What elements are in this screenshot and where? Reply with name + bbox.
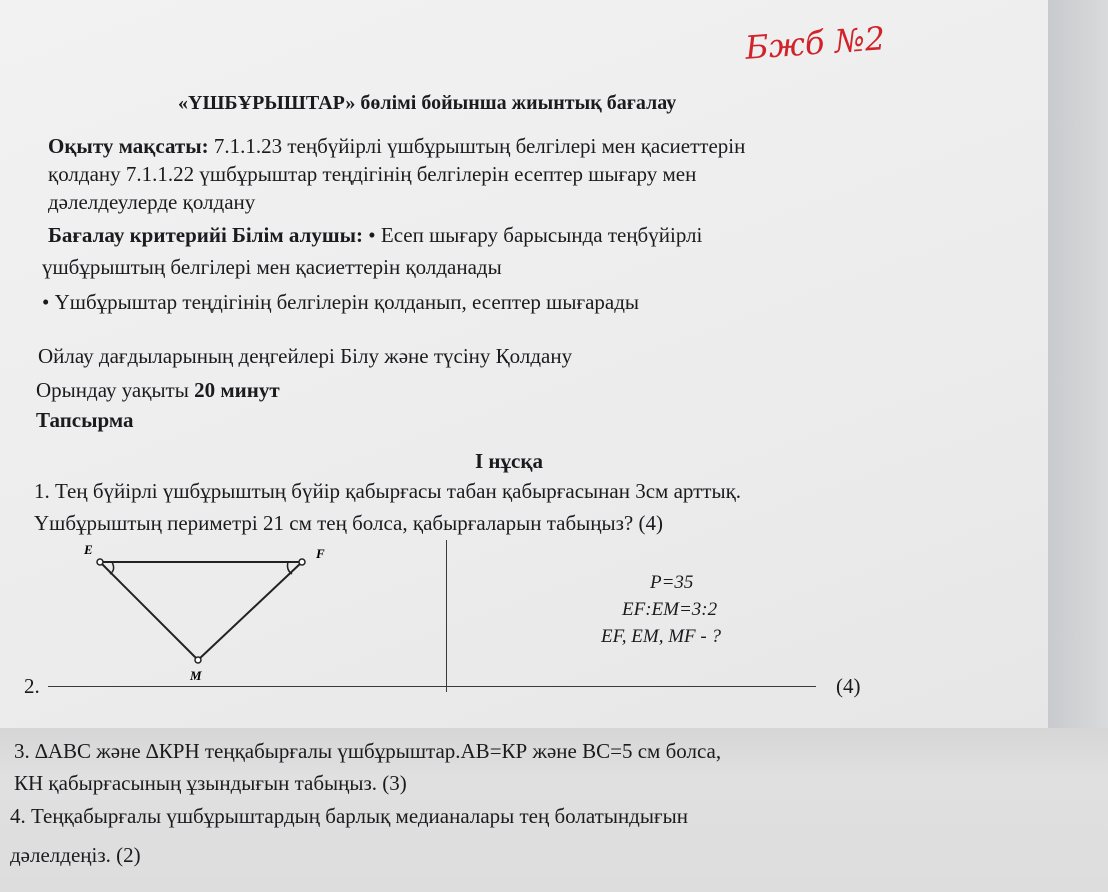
question-2-points: (4) <box>836 674 861 698</box>
criteria-label: Бағалау критерийі Білім алушы: <box>48 223 364 247</box>
question-1-line-1: 1. Тең бүйірлі үшбұрыштың бүйір қабырғасы табан қабырғасынан 3см арттық. <box>34 479 742 503</box>
thinking-levels: Ойлау дағдыларының деңгейлері Білу және түсіну Қолдану <box>38 344 573 368</box>
vertex-f <box>299 559 305 565</box>
label-e: E <box>84 542 93 557</box>
question-4-line-1: 4. Теңқабырғалы үшбұрыштардың барлық медианалары тең болатындығын <box>10 804 688 828</box>
vertex-m <box>195 657 201 663</box>
label-f: F <box>316 546 325 561</box>
criteria-line-2: үшбұрыштың белгілері мен қасиеттерін қолданады <box>42 255 502 279</box>
background-edge <box>1048 0 1108 728</box>
given-ratio: EF:EM=3:2 <box>622 599 718 620</box>
objectives-line-2: қолдану 7.1.1.22 үшбұрыштар теңдігінің белгілерін есептер шығару мен <box>48 162 697 186</box>
given-find: EF, EM, MF - ? <box>601 626 721 647</box>
objectives-label: Оқыту мақсаты: <box>48 134 209 158</box>
vertex-e <box>97 559 103 565</box>
handwritten-note: Бжб №2 <box>743 19 887 67</box>
side-fm <box>198 562 302 660</box>
execution-time-prefix: Орындау уақыты <box>36 378 189 402</box>
criteria-line-3: • Үшбұрыштар теңдігінің белгілерін қолданып, есептер шығарады <box>42 290 640 314</box>
side-em <box>100 562 198 660</box>
objectives-text-1: 7.1.1.23 теңбүйірлі үшбұрыштың белгілері мен қасиеттерін <box>213 134 746 158</box>
objectives-line-3: дәлелдеулерде қолдану <box>48 190 256 214</box>
label-m: M <box>190 668 202 683</box>
variant-heading: I нұсқа <box>475 449 543 473</box>
task-heading: Тапсырма <box>36 408 134 432</box>
question-4-line-2: дәлелдеңіз. (2) <box>10 843 141 867</box>
criteria-text-1: • Есеп шығару барысында теңбүйірлі <box>368 223 703 247</box>
execution-time <box>36 380 280 401</box>
question-3-line-1: 3. ∆АВС және ∆КРН теңқабырғалы үшбұрыштар.АВ=КР және ВС=5 см болса, <box>14 739 722 763</box>
divider-vertical <box>446 540 447 692</box>
question-3-line-2: КН қабырғасының ұзындығын табыңыз. (3) <box>14 771 407 795</box>
question-2-number: 2. <box>24 674 40 698</box>
execution-time-value: 20 минут <box>194 378 280 402</box>
objectives-line-1 <box>48 136 745 157</box>
triangle-figure <box>80 540 340 690</box>
given-perimeter: P=35 <box>650 572 694 593</box>
question-1-line-2: Үшбұрыштың периметрі 21 см тең болса, қабырғаларын табыңыз? (4) <box>34 511 663 535</box>
document-title: «ҮШБҰРЫШТАР» бөлімі бойынша жиынтық бағалау <box>178 92 677 114</box>
criteria-line-1 <box>48 225 702 246</box>
